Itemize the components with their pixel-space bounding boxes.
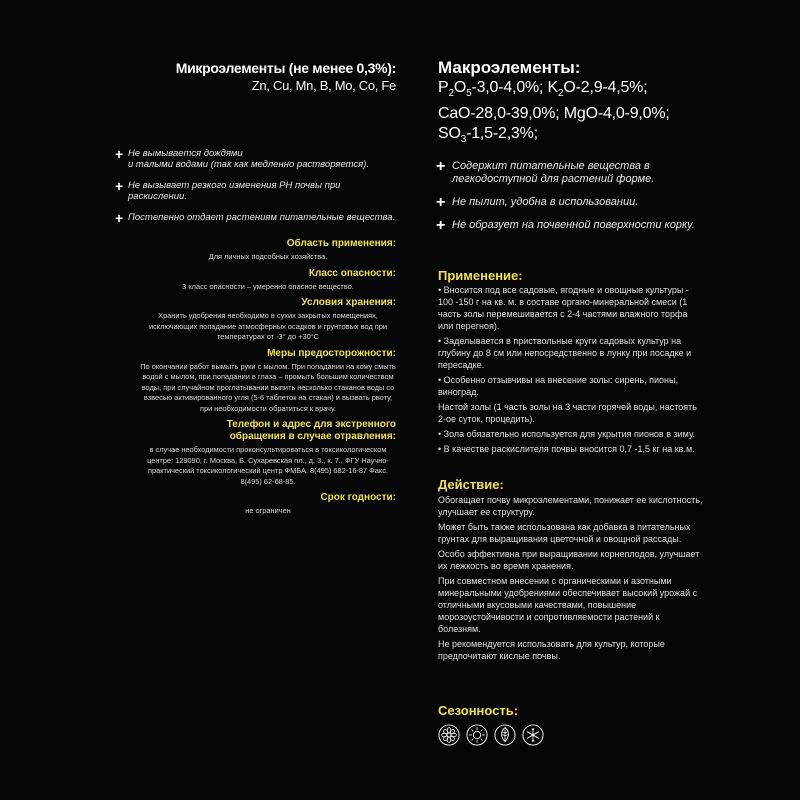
right-column [400, 0, 800, 800]
micro-elements-title: Микроэлементы (не менее 0,3%): [175, 60, 396, 76]
area-title: Область применения: [286, 238, 396, 249]
area-text: Для личных подсобных хозяйства. [208, 252, 328, 261]
usage-item: • Особенно отзывчивы на внесение золы: сирень, пионы, виноград. [438, 375, 678, 397]
plus-icon: + [436, 158, 446, 175]
macro-elements-values [438, 78, 798, 150]
autumn-leaf-icon [494, 724, 516, 746]
usage-item: • В качестве раскислителя почвы вносится 0,7 -1,5 кг на кв.м. [438, 444, 695, 454]
usage-body [438, 284, 703, 458]
storage-title: Условия хранения: [301, 297, 396, 308]
plus-icon: + [436, 217, 446, 234]
benefit-line: Постепенно отдает растениям питательные вещества. [128, 212, 396, 223]
benefit-item [436, 196, 776, 209]
seasonality-title: Сезонность: [438, 703, 519, 718]
benefit-line: Не вымывается дождями [128, 148, 243, 159]
benefit-item [436, 219, 776, 232]
macro-line: CaO-28,0-39,0%; MgO-4,0-9,0%; [438, 105, 670, 123]
action-item: Особо эффективна при выращивании корнеплодов, улучшает их лежкость во время хранения. [438, 549, 700, 571]
plus-icon: + [115, 146, 124, 162]
storage-text: Хранить удобрения необходимо в сухих закрытых помещениях, исключающих попадание атмосферных осадков и грунтовых вод при температурах от -3° до +30°С [148, 311, 388, 341]
benefit-line: Не пылит, удобна в использовании. [452, 196, 639, 208]
left-benefits-list [115, 148, 400, 234]
micro-elements-list: Zn, Cu, Mn, B, Mo, Co, Fe [251, 78, 396, 93]
shelf-life-text: не ограничен [245, 506, 291, 515]
action-item: Может быть также использована как добавка в питательных грунтах для выращивания цветочной и овощной рассады. [438, 522, 691, 544]
action-item: При совместном внесении с органическими и азотными минеральными удобрениями обеспечивает высокий урожай с отличными вкусовыми качествами, повышение морозоустойчивости и сопротивляемости растений к болезням. [438, 576, 698, 634]
spring-flower-icon [438, 724, 460, 746]
macro-line: $SO_3-1,5-2,3\%$; [438, 125, 538, 146]
benefit-item [115, 180, 400, 202]
emergency-text: в случае необходимости проконсультироваться в токсикологическом центре: 129090, г. Москва, Б. Сухаревская пл., д. 3., к. 7., ФГУ Научно-практический токсикологический центр ФМБА. 8(495) 682-16-87 Факс. 8(495) 62-68-85. [147, 445, 389, 486]
benefit-line: легкодоступной для растений форме. [452, 173, 655, 185]
plus-icon: + [115, 210, 124, 226]
precautions-text: По окончании работ вымыть руки с мылом. При попадании на кожу смыть водой с мылом, при попадании в глаза – промыть большим количеством воды, при случайном проглатывании выпить несколько стаканов воды со взвесью активированного угля (5-6 таблеток на стакан) и вызвать рвоту, при необходимости обратиться к врачу. [140, 361, 396, 413]
benefit-line: Не образует на почвенной поверхности корку. [452, 219, 695, 231]
usage-item: Настой золы (1 часть золы на 3 части горячей воды, настоять 2-ое суток, процедить). [438, 402, 697, 424]
plus-icon: + [115, 178, 124, 194]
benefit-line: Содержит питательные вещества в [452, 160, 650, 172]
season-icons [438, 724, 544, 746]
hazard-title: Класс опасности: [308, 267, 396, 279]
emergency-title-line-2: обращения в случае отравления: [229, 431, 396, 442]
winter-snowflake-icon [522, 724, 544, 746]
summer-sun-icon [466, 724, 488, 746]
macro-elements-title: Макроэлементы: [438, 58, 581, 77]
benefit-item [115, 212, 400, 224]
plus-icon: + [436, 194, 446, 211]
action-title: Действие: [438, 477, 504, 492]
precautions-title: Меры предосторожности: [267, 347, 396, 359]
usage-title: Применение: [438, 268, 523, 283]
hazard-text: 3 класс опасности – умеренно опасное вещество. [182, 281, 354, 291]
action-item: Не рекомендуется использовать для культур, которые предпочитают кислые почвы. [438, 639, 665, 661]
benefit-line: и талыми водами (так как медленно растворяется). [128, 159, 370, 170]
action-item: Обогащает почву микроэлементами, понижает ее кислотность, улучшает ее структуру. [438, 495, 703, 517]
benefit-item [115, 148, 400, 170]
action-body [438, 494, 703, 665]
usage-item: • Вносится под все садовые, ягодные и овощные культуры - 100 -150 г на кв. м. в составе органо-минеральной смеси (1 часть золы перемешивается с 2-4 частями влажного торфа или перегноя). [438, 285, 689, 331]
right-benefits-list [436, 160, 776, 242]
benefit-item [436, 160, 776, 186]
emergency-title-line-1: Телефон и адрес для экстренного [226, 419, 396, 430]
benefit-line: Не вызывает резкого изменения PH почвы при раскислении. [128, 180, 341, 202]
usage-item: • Заделывается в приствольные круги садовых культур на глубину до 8 см или непосредственно в лунку при посадке и пересадке. [438, 336, 692, 370]
macro-line: $P_2O_5-3,0-4,0\%$; $K_2O-2,9-4,5\%$; [438, 79, 648, 100]
shelf-life-title: Срок годности: [320, 492, 396, 503]
product-info-block [140, 238, 396, 522]
usage-item: • Зола обязательно используется для укрытия пионов в зиму. [438, 429, 696, 439]
